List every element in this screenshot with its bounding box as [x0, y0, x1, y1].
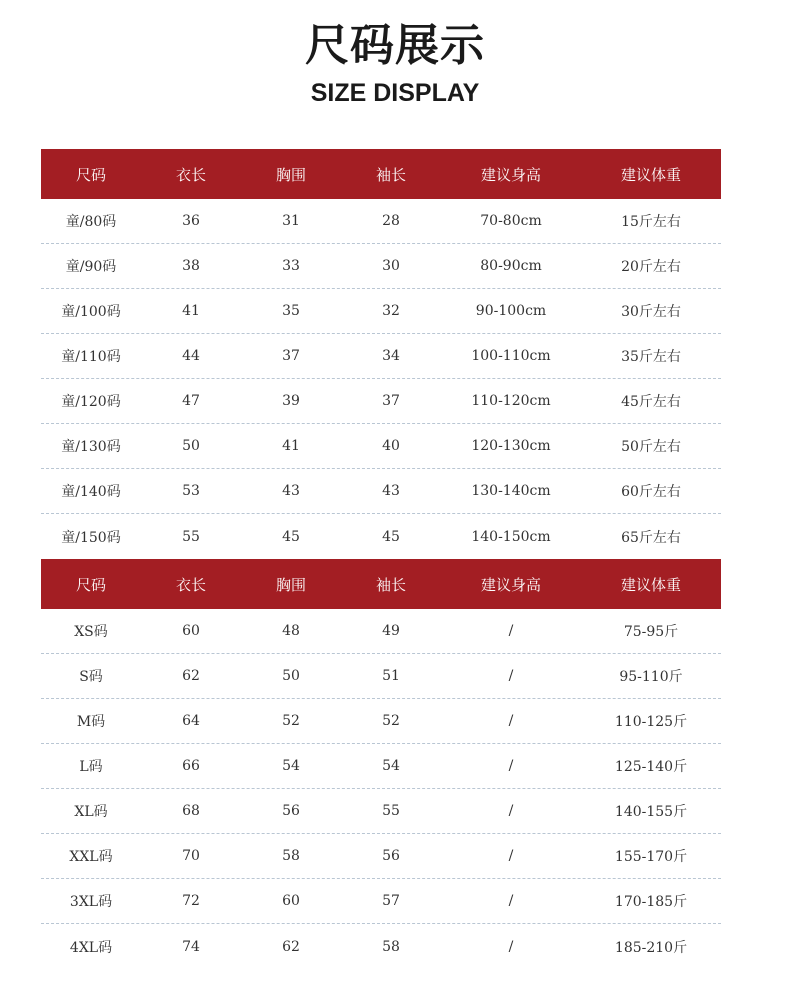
- cell-weight: 125-140斤: [614, 759, 688, 775]
- cell-sleeve: 28: [382, 213, 400, 229]
- table-header-row: [41, 149, 721, 199]
- cell-sleeve: 51: [382, 668, 400, 684]
- cell-height: /: [508, 623, 514, 639]
- table-row: [41, 424, 721, 469]
- cell-weight: 30斤左右: [621, 304, 681, 320]
- cell-height: /: [508, 758, 514, 774]
- table-row: [41, 609, 721, 654]
- cell-height: 130-140cm: [471, 483, 551, 499]
- table-row: [41, 379, 721, 424]
- table-row: [41, 469, 721, 514]
- table-row: [41, 334, 721, 379]
- cell-chest: 52: [282, 713, 300, 729]
- cell-chest: 35: [282, 303, 300, 319]
- cell-weight: 75-95斤: [623, 624, 679, 640]
- cell-size: XS码: [74, 624, 108, 640]
- cell-size: 童/90码: [65, 259, 117, 275]
- cell-chest: 50: [282, 668, 300, 684]
- cell-size: 童/80码: [65, 214, 117, 230]
- cell-sleeve: 43: [382, 483, 400, 499]
- cell-sleeve: 40: [382, 438, 400, 454]
- page-header: [0, 18, 790, 110]
- cell-height: 70-80cm: [480, 213, 542, 229]
- cell-length: 60: [182, 623, 200, 639]
- cell-height: 90-100cm: [475, 303, 547, 319]
- cell-height: /: [508, 848, 514, 864]
- cell-sleeve: 34: [382, 348, 400, 364]
- cell-length: 47: [182, 393, 200, 409]
- cell-chest: 43: [282, 483, 300, 499]
- cell-chest: 45: [282, 528, 300, 545]
- cell-size: 童/130码: [61, 439, 121, 455]
- header-cell-size: 尺码: [75, 575, 106, 594]
- cell-sleeve: 55: [382, 803, 400, 819]
- header-cell-length: 衣长: [175, 575, 206, 594]
- page-subtitle: SIZE DISPLAY: [310, 79, 480, 107]
- header-cell-weight: 建议体重: [620, 575, 681, 594]
- table-row: [41, 199, 721, 244]
- cell-height: 110-120cm: [471, 393, 551, 409]
- cell-length: 64: [182, 713, 200, 729]
- table-row: [41, 744, 721, 789]
- cell-chest: 54: [282, 758, 300, 774]
- cell-weight: 170-185斤: [614, 894, 688, 910]
- cell-height: 100-110cm: [471, 348, 551, 364]
- cell-size: 童/100码: [61, 304, 121, 320]
- cell-sleeve: 30: [382, 258, 400, 274]
- cell-length: 68: [182, 803, 200, 819]
- cell-weight: 110-125斤: [614, 714, 688, 730]
- table-row: [41, 514, 721, 559]
- table-row: [41, 879, 721, 924]
- cell-weight: 185-210斤: [614, 939, 688, 956]
- cell-chest: 62: [282, 938, 300, 955]
- header-cell-weight: 建议体重: [620, 165, 681, 184]
- header-cell-size: 尺码: [75, 165, 106, 184]
- cell-sleeve: 58: [382, 938, 400, 955]
- cell-length: 62: [182, 668, 200, 684]
- table-row: [41, 789, 721, 834]
- table-row: [41, 924, 721, 969]
- cell-length: 44: [182, 348, 200, 364]
- cell-weight: 65斤左右: [621, 529, 681, 546]
- cell-sleeve: 54: [382, 758, 400, 774]
- cell-height: /: [508, 713, 514, 729]
- cell-size: XL码: [74, 804, 108, 820]
- cell-weight: 45斤左右: [621, 394, 681, 410]
- cell-size: L码: [79, 759, 103, 775]
- cell-size: 童/140码: [61, 484, 121, 500]
- cell-weight: 15斤左右: [621, 214, 681, 230]
- table-row: [41, 834, 721, 879]
- cell-length: 38: [182, 258, 200, 274]
- cell-length: 72: [182, 893, 200, 909]
- cell-chest: 56: [282, 803, 300, 819]
- cell-height: /: [508, 893, 514, 909]
- cell-chest: 37: [282, 348, 300, 364]
- cell-length: 36: [182, 213, 200, 229]
- cell-size: 3XL码: [69, 894, 113, 910]
- cell-size: XXL码: [69, 849, 113, 865]
- cell-size: 童/120码: [61, 394, 121, 410]
- cell-sleeve: 56: [382, 848, 400, 864]
- header-cell-chest: 胸围: [275, 165, 306, 184]
- cell-weight: 95-110斤: [619, 669, 683, 685]
- cell-length: 74: [182, 938, 200, 955]
- header-cell-height: 建议身高: [480, 165, 541, 184]
- cell-height: /: [508, 668, 514, 684]
- cell-chest: 41: [282, 438, 300, 454]
- cell-length: 50: [182, 438, 200, 454]
- header-cell-height: 建议身高: [480, 575, 541, 594]
- cell-length: 66: [182, 758, 200, 774]
- header-cell-chest: 胸围: [275, 575, 306, 594]
- cell-weight: 140-155斤: [614, 804, 688, 820]
- cell-chest: 48: [282, 623, 300, 639]
- cell-chest: 58: [282, 848, 300, 864]
- cell-size: S码: [79, 669, 103, 685]
- table-header-row: [41, 559, 721, 609]
- cell-weight: 35斤左右: [621, 349, 681, 365]
- table-row: [41, 654, 721, 699]
- cell-sleeve: 45: [382, 528, 400, 545]
- adult-size-table: [41, 559, 721, 969]
- cell-length: 53: [182, 483, 200, 499]
- header-cell-sleeve: 袖长: [375, 165, 406, 184]
- cell-weight: 60斤左右: [621, 484, 681, 500]
- cell-sleeve: 49: [382, 623, 400, 639]
- cell-weight: 50斤左右: [621, 439, 681, 455]
- cell-weight: 155-170斤: [614, 849, 688, 865]
- table-row: [41, 289, 721, 334]
- cell-height: 140-150cm: [471, 528, 551, 545]
- page-title: 尺码展示: [305, 20, 485, 71]
- cell-height: 80-90cm: [480, 258, 542, 274]
- cell-weight: 20斤左右: [621, 259, 681, 275]
- header-cell-length: 衣长: [175, 165, 206, 184]
- cell-chest: 31: [282, 213, 300, 229]
- cell-size: 4XL码: [69, 939, 113, 956]
- cell-sleeve: 32: [382, 303, 400, 319]
- cell-height: /: [508, 803, 514, 819]
- cell-sleeve: 57: [382, 893, 400, 909]
- cell-sleeve: 52: [382, 713, 400, 729]
- cell-sleeve: 37: [382, 393, 400, 409]
- cell-chest: 60: [282, 893, 300, 909]
- table-row: [41, 244, 721, 289]
- cell-length: 70: [182, 848, 200, 864]
- cell-length: 55: [182, 528, 200, 545]
- header-cell-sleeve: 袖长: [375, 575, 406, 594]
- cell-height: 120-130cm: [471, 438, 551, 454]
- cell-size: 童/150码: [61, 529, 121, 546]
- kids-size-table: [41, 149, 721, 559]
- table-row: [41, 699, 721, 744]
- cell-chest: 33: [282, 258, 300, 274]
- cell-height: /: [508, 938, 514, 955]
- cell-length: 41: [182, 303, 200, 319]
- cell-chest: 39: [282, 393, 300, 409]
- cell-size: 童/110码: [61, 349, 121, 365]
- cell-size: M码: [76, 714, 106, 730]
